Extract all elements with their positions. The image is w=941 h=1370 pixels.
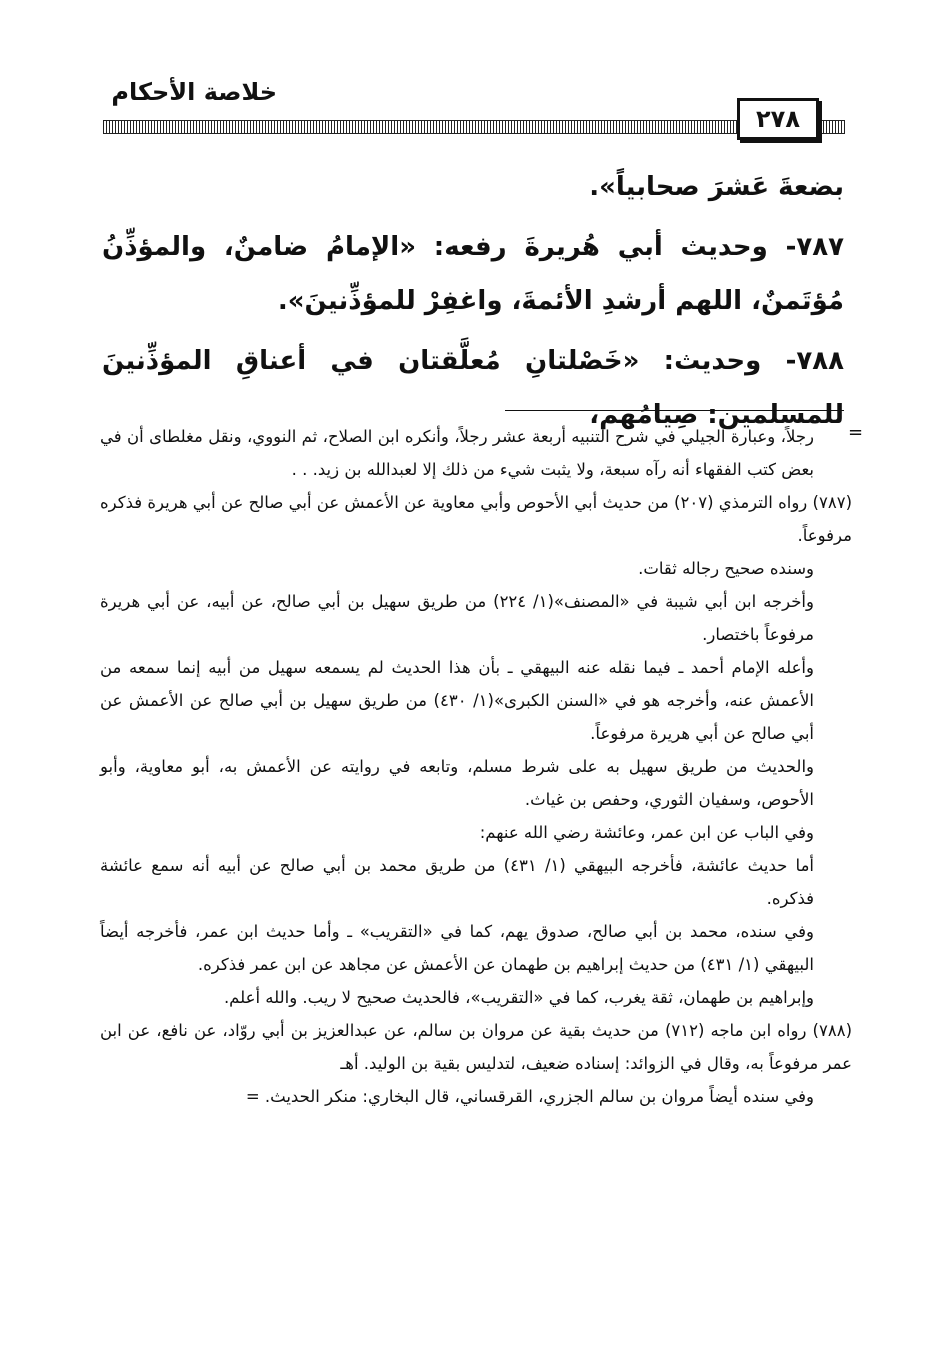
hadith-788: ٧٨٨- وحديث: «خَصْلتانِ مُعلَّقتان في أعناقِ المؤذِّنينَ للمسلمين: صِيامُهم، [102,346,844,430]
footnote-paragraph: وفي الباب عن ابن عمر، وعائشة رضي الله عنهم: [479,823,814,842]
footnote-paragraph: وفي سنده، محمد بن أبي صالح، صدوق يهم، كما في «التقريب» ـ وأما حديث ابن عمر، فأخرجه أيضاً البيهقي (١/ ٤٣١) من حديث إبراهيم بن طهمان عن الأعمش عن مجاهد عن ابن عمر فذكره. [100,922,814,974]
hadith-787: ٧٨٧- وحديث أبي هُريرةَ رفعه: «الإمامُ ضامنٌ، والمؤذِّنُ مُؤتَمنٌ، اللهم أرشدِ الأئمةَ، واغفِرْ للمؤذِّنينَ». [102,232,844,316]
footnote-separator [505,410,844,411]
footnote-paragraph: وإبراهيم بن طهمان، ثقة يغرب، كما في «التقريب»، فالحديث صحيح لا ريب. والله أعلم. [223,988,814,1007]
running-header-title: خلاصة الأحكام [111,78,277,106]
footnote-paragraph: والحديث من طريق سهيل به على شرط مسلم، وتابعه في روايته عن الأعمش به، أبو معاوية، وأبو الأحوص، وسفيان الثوري، وحفص بن غياث. [100,757,814,809]
footnote-paragraph: وسنده صحيح رجاله ثقات. [638,559,814,578]
main-paragraph: بضعةَ عَشرَ صحابياً». [589,172,844,202]
page-number: ٢٧٨ [737,98,819,140]
footnote-788: (٧٨٨) رواه ابن ماجه (٧١٢) من حديث بقية عن مروان بن سالم، عن عبدالعزيز بن أبي روّاد، عن نافع، عن ابن عمر مرفوعاً به، وقال في الزوائد: إسناده ضعيف، لتدليس بقية بن الوليد. أهـ [100,1021,852,1073]
footnote-continued: رجلاً، وعبارة الجيلي في شرح التنبيه أربعة عشر رجلاً، وأنكره ابن الصلاح، ثم النووي، ونقل مغلطاى أن في بعض كتب الفقهاء أنه رآه سبعة، ولا يثبت شيء من ذلك إلا لعبدالله بن زيد. . . [100,427,814,479]
continuation-mark: = [848,422,864,443]
header-decorative-rule [103,120,845,134]
footnote-paragraph: أما حديث عائشة، فأخرجه البيهقي (١/ ٤٣١) من طريق محمد بن أبي صالح عن أبيه أنه سمع عائشة فذكره. [100,856,814,908]
main-text-block [102,160,844,448]
footnote-787: (٧٨٧) رواه الترمذي (٢٠٧) من حديث أبي الأحوص وأبي معاوية عن الأعمش عن أبي صالح عن أبي هريرة فذكره مرفوعاً. [100,493,852,545]
footnote-paragraph: وفي سنده أيضاً مروان بن سالم الجزري، القرقساني، قال البخاري: منكر الحديث. = [245,1087,814,1106]
footnote-paragraph: وأعله الإمام أحمد ـ فيما نقله عنه البيهقي ـ بأن هذا الحديث لم يسمعه سهيل من أبيه إنما سمعه من الأعمش عنه، وأخرجه هو في «السنن الكبرى»(١/ ٤٣٠) من طريق سهيل بن أبي صالح عن الأعمش عن أبي صالح عن أبي هريرة مرفوعاً. [100,658,814,743]
footnotes-block [100,420,852,1113]
footnote-paragraph: وأخرجه ابن أبي شيبة في «المصنف»(١/ ٢٢٤) من طريق سهيل بن أبي صالح، عن أبيه، عن أبي هريرة مرفوعاً باختصار. [100,592,814,644]
